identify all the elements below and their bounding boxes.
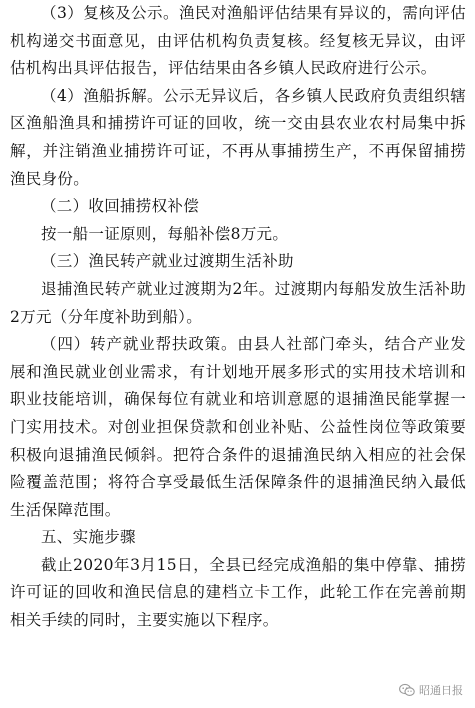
watermark-label: 昭通日报 <box>419 684 463 697</box>
document-body <box>10 0 466 635</box>
paragraph-progress: 截止2020年3月15日，全县已经完成渔船的集中停靠、捕捞许可证的回收和渔民信息的建档立卡工作，此轮工作在完善前期相关手续的同时，主要实施以下程序。 <box>10 555 466 630</box>
paragraph-boat-dismantling: （4）渔船拆解。公示无异议后，各乡镇人民政府负责组织辖区渔船渔具和捕捞许可证的回收，统一交由县农业农村局集中拆解，并注销渔业捕捞许可证，不再从事捕捞生产，不再保留捕捞渔民身份。 <box>10 86 466 188</box>
paragraph-review-publicity: （3）复核及公示。渔民对渔船评估结果有异议的，需向评估机构递交书面意见，由评估机构负责复核。经复核无异议，由评估机构出具评估报告，评估结果由各乡镇人民政府进行公示。 <box>10 4 466 78</box>
section-heading-transition-subsidy: （三）渔民转产就业过渡期生活补助 <box>41 252 294 271</box>
section-heading-implementation: 五、实施步骤 <box>41 528 136 547</box>
paragraph-compensation: 按一船一证原则，每船补偿8万元。 <box>41 224 289 243</box>
source-watermark <box>399 682 463 698</box>
section-heading-fishing-rights: （二）收回捕捞权补偿 <box>41 197 200 216</box>
wechat-icon <box>399 683 415 697</box>
paragraph-employment-support: （四）转产就业帮扶政策。由县人社部门牵头，结合产业发展和渔民就业创业需求，有计划地开展多形式的实用技术培训和职业技能培训，确保每位有就业和培训意愿的退捕渔民能掌握一门实用技术。对创业担保贷款和创业补贴、公益性岗位等政策要积极向退捕渔民倾斜。把符合条件的退捕渔民纳入相应的社会保险覆盖范围；将符合享受最低生活保障条件的退捕渔民纳入最低生活保障范围。 <box>10 335 466 519</box>
paragraph-transition-period: 退捕渔民转产就业过渡期为2年。过渡期内每船发放生活补助2万元（分年度补助到船）。 <box>10 279 466 326</box>
